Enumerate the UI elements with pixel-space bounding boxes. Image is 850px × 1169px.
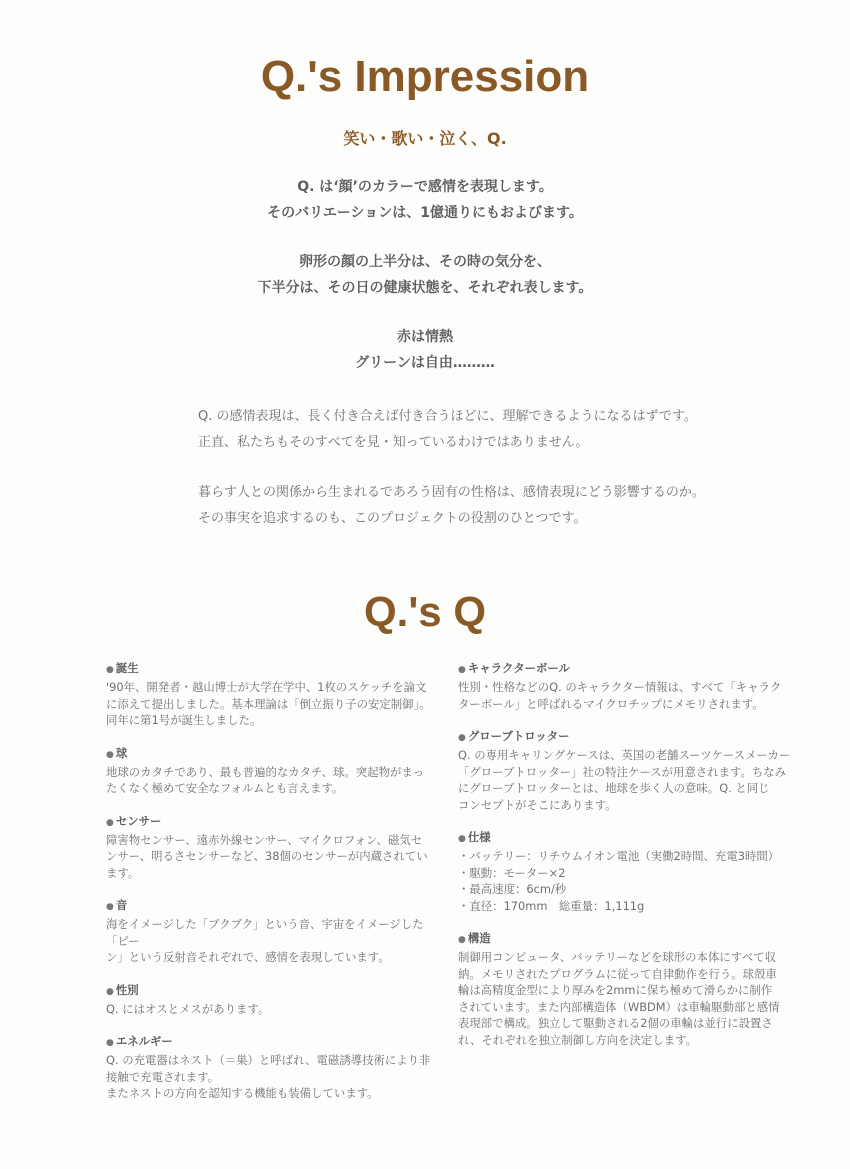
section-heading-text: センサー <box>115 813 162 828</box>
section-line: ン」という反射音それぞれで、感情を表現しています。 <box>106 950 390 964</box>
center-line: そのバリエーションは、1億通りにもおよびます。 <box>267 205 583 221</box>
qsq-title: Q.'s Q <box>363 588 487 635</box>
spec-section <box>106 897 441 966</box>
section-heading <box>106 982 441 1001</box>
section-line: ターボール」と呼ばれるマイクロチップにメモリされます。 <box>458 696 764 711</box>
section-line: Q. の専用キャリングケースは、英国の老舗スーツケースメーカー <box>458 748 791 762</box>
section-heading <box>458 930 793 949</box>
bullet-icon: ● <box>106 749 114 760</box>
spec-section <box>106 745 441 797</box>
bullet-icon: ● <box>106 1038 114 1048</box>
bullet-icon: ● <box>458 665 466 675</box>
bullet-icon: ● <box>106 986 114 997</box>
section-line: たくなく極めて安全なフォルムとも言えます。 <box>106 781 344 795</box>
section-heading <box>458 829 793 848</box>
spec-section <box>106 982 441 1018</box>
paragraph-line: その事実を追求するのも、このプロジェクトの役割のひとつです。 <box>198 511 587 526</box>
section-line: に添えて提出しました。基本理論は「倒立振り子の安定制御」。 <box>106 696 431 711</box>
section-heading <box>106 660 441 679</box>
section-line: 表現部で構成。独立して駆動される2個の車輪は並行に設置さ <box>458 1016 773 1030</box>
section-heading <box>106 745 441 764</box>
section-line: ・バッテリー：リチウムイオン電池（実働2時間、充電3時間） <box>458 849 780 863</box>
bullet-icon: ● <box>106 902 114 912</box>
center-line: Q. は‘顔’のカラーで感情を表現します。 <box>297 179 553 195</box>
section-line: 接触で充電されます。 <box>106 1069 219 1084</box>
spec-section <box>458 660 793 712</box>
section-line: 制御用コンピュータ、バッテリーなどを球形の本体にすべて収 <box>458 950 777 964</box>
center-line: 卵形の顔の上半分は、その時の気分を、 <box>299 254 551 270</box>
section-heading-text: 音 <box>115 898 128 912</box>
impression-title: Q.'s Impression <box>260 52 590 101</box>
section-line: 納。メモリされたプログラムに従って自律動作を行う。球殻車 <box>458 966 777 981</box>
section-line: ・最高速度：6cm/秒 <box>458 882 567 896</box>
section-heading-text: キャラクターボール <box>467 661 570 675</box>
section-heading-text: 誕生 <box>115 661 139 675</box>
section-line: ンサー、明るさセンサーなど、38個のセンサーが内蔵されてい <box>106 849 428 863</box>
bullet-icon: ● <box>106 665 114 675</box>
spec-section <box>106 813 441 882</box>
section-heading-text: 仕様 <box>467 830 491 844</box>
section-line: Q. の充電器はネスト（＝巣）と呼ばれ、電磁誘導技術により非 <box>106 1053 431 1067</box>
paragraph-line: Q. の感情表現は、長く付き合えば付き合うほどに、理解できるようになるはずです。 <box>198 409 697 424</box>
section-line: 海をイメージした「ブクブク」という音、宇宙をイメージした「ピー <box>106 917 424 948</box>
impression-subtitle: 笑い・歌い・泣く、Q. <box>343 129 507 148</box>
section-line: ます。 <box>106 865 140 880</box>
impression-paragraph-1 <box>198 404 697 456</box>
section-heading-text: グローブトロッター <box>467 729 570 743</box>
bullet-icon: ● <box>458 834 466 844</box>
section-heading-text: 性別 <box>115 982 139 997</box>
section-heading <box>106 1033 441 1052</box>
section-heading <box>106 813 441 832</box>
spec-section <box>106 1033 441 1102</box>
section-heading-text: 構造 <box>467 931 491 945</box>
spec-section <box>458 930 793 1048</box>
paragraph-line: 正直、私たちもそのすべてを見・知っているわけではありません。 <box>198 435 589 450</box>
section-line: 地球のカタチであり、最も普遍的なカタチ、球。突起物がまっ <box>106 764 425 779</box>
section-heading <box>458 728 793 747</box>
section-heading-text: 球 <box>115 745 128 760</box>
section-line: コンセプトがそこにあります。 <box>458 797 617 812</box>
impression-block-2 <box>0 249 850 301</box>
section-line: 障害物センサー、遠赤外線センサー、マイクロフォン、磁気セ <box>106 832 423 847</box>
spec-section <box>106 660 441 729</box>
section-heading <box>458 660 793 679</box>
section-line: 性別・性格などのQ. のキャラクター情報は、すべて「キャラク <box>458 680 782 694</box>
section-line: Q. にはオスとメスがあります。 <box>106 1001 270 1016</box>
spec-section <box>458 728 793 813</box>
section-heading-text: エネルギー <box>115 1034 173 1048</box>
right-column <box>458 660 793 1064</box>
section-line: ・駆動：モーター×2 <box>458 865 566 880</box>
section-line: 輪は高精度金型により厚みを2mmに保ち極めて滑らかに制作 <box>458 983 773 997</box>
section-heading <box>106 897 441 916</box>
section-line: ・直径：170mm 総重量：1,111g <box>458 898 645 913</box>
impression-block-1 <box>0 174 850 226</box>
section-line: 同年に第1号が誕生しました。 <box>106 713 262 727</box>
section-line: またネストの方向を認知する機能も装備しています。 <box>106 1086 379 1100</box>
left-column <box>106 660 441 1118</box>
section-line: '90年、開発者・越山博士が大学在学中、1枚のスケッチを論文 <box>106 680 427 694</box>
section-line: 「グローブトロッター」社の特注ケースが用意されます。ちなみ <box>458 764 787 779</box>
bullet-icon: ● <box>458 935 466 945</box>
center-line: 下半分は、その日の健康状態を、それぞれ表します。 <box>257 280 593 296</box>
paragraph-line: 暮らす人との関係から生まれるであろう固有の性格は、感情表現にどう影響するのか。 <box>198 485 705 500</box>
center-line: グリーンは自由……… <box>355 355 495 371</box>
section-line: れ、それぞれを独立制御し方向を決定します。 <box>458 1032 697 1047</box>
impression-block-3 <box>0 324 850 376</box>
impression-paragraph-2 <box>198 480 705 532</box>
center-line: 赤は情熱 <box>397 329 453 345</box>
bullet-icon: ● <box>106 817 114 828</box>
spec-section <box>458 829 793 914</box>
section-line: されています。また内部構造体（WBDM）は車輪駆動部と感情 <box>458 999 780 1014</box>
section-line: にグローブトロッターとは、地球を歩く人の意味。Q. と同じ <box>458 781 770 795</box>
bullet-icon: ● <box>458 733 466 743</box>
